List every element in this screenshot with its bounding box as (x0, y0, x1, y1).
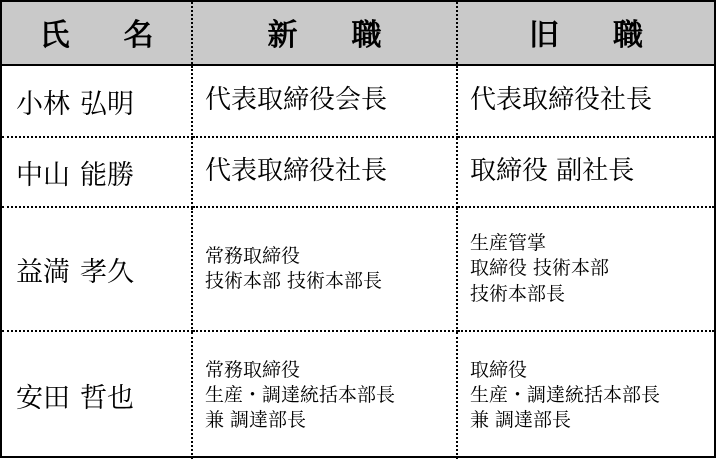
new-post-line: 生産・調達統括本部長 (205, 383, 396, 406)
table-row (2, 137, 714, 207)
cell-old-post (457, 331, 714, 459)
table-row (2, 207, 714, 331)
name-given: 弘明 (80, 88, 134, 120)
name-family: 小林 (16, 88, 70, 120)
cell-old-post (457, 65, 714, 137)
name-given: 能勝 (80, 159, 134, 191)
cell-name (2, 331, 192, 459)
old-post-line: 取締役 副社長 (470, 156, 635, 187)
cell-new-post (192, 207, 457, 331)
cell-new-post (192, 137, 457, 207)
table-body (2, 65, 714, 459)
new-post-line: 技術本部 技術本部長 (205, 270, 383, 292)
cell-name (2, 137, 192, 207)
name-given: 哲也 (80, 383, 134, 414)
old-post-line: 生産管掌 (470, 232, 547, 255)
old-post-line: 取締役 技術本部 (470, 257, 610, 280)
table-row (2, 65, 714, 137)
cell-name (2, 207, 192, 331)
name-family: 安田 (16, 383, 70, 414)
name-family: 中山 (16, 159, 70, 191)
old-post-line: 兼 調達部長 (470, 409, 572, 432)
column-header-new-post: 新 職 (192, 2, 457, 65)
table-row (2, 331, 714, 459)
table-header (2, 2, 714, 65)
cell-new-post (192, 65, 457, 137)
cell-old-post (457, 207, 714, 331)
cell-new-post (192, 331, 457, 459)
cell-old-post (457, 137, 714, 207)
old-post-line: 代表取締役社長 (470, 85, 653, 116)
new-post-line: 兼 調達部長 (205, 409, 307, 432)
old-post-line: 生産・調達統括本部長 (470, 383, 661, 406)
new-post-line: 代表取締役会長 (205, 85, 388, 116)
name-given: 孝久 (80, 256, 134, 288)
column-header-old-post: 旧 職 (457, 2, 714, 65)
cell-name (2, 65, 192, 137)
personnel-table (2, 2, 714, 459)
name-family: 益満 (16, 256, 70, 288)
new-post-line: 常務取締役 (205, 358, 301, 381)
new-post-line: 代表取締役社長 (205, 156, 388, 187)
new-post-line: 常務取締役 (205, 244, 301, 267)
old-post-line: 取締役 (470, 358, 528, 381)
old-post-line: 技術本部長 (470, 282, 566, 305)
column-header-name: 氏 名 (2, 2, 192, 65)
table-header-row (2, 2, 714, 65)
